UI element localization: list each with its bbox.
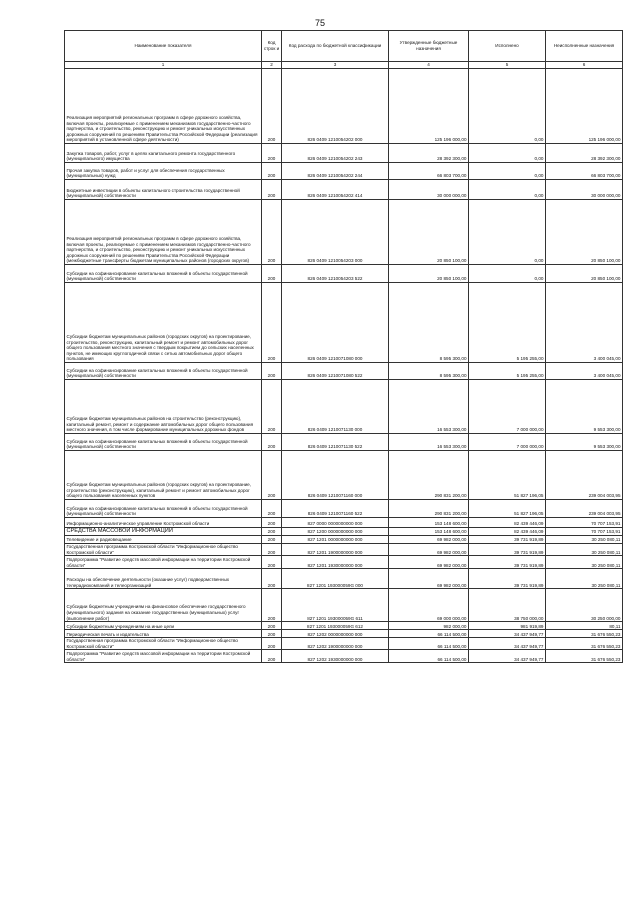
row-budget-code: 827 1202 0000000000 000 <box>282 630 389 638</box>
row-name: Периодическая печать и издательства <box>65 630 262 638</box>
table-row <box>65 556 623 569</box>
table-row <box>65 589 623 622</box>
table-row <box>65 363 623 380</box>
row-budget-code: 827 1201 193000059G 611 <box>282 589 389 622</box>
row-budget-code: 827 1201 1900000000 000 <box>282 544 389 556</box>
row-executed: 82 439 446,09 <box>469 518 546 528</box>
row-line-code: 200 <box>262 265 282 283</box>
row-unexecuted: 80,11 <box>546 622 623 630</box>
row-name: Бюджетные инвестиции в объекты капитального строительства государственной (муниципальной) собственности <box>65 180 262 200</box>
table-row <box>65 380 623 434</box>
row-executed: 5 195 255,00 <box>469 283 546 363</box>
row-line-code: 200 <box>262 180 282 200</box>
row-unexecuted: 70 707 153,91 <box>546 528 623 536</box>
row-approved: 290 831 200,00 <box>389 500 469 518</box>
row-name: Прочая закупка товаров, работ и услуг для обеспечения государственных (муниципальных) нужд <box>65 163 262 180</box>
row-line-code: 200 <box>262 638 282 650</box>
row-name: Субсидии бюджетным учреждениям на финансовое обеспечение государственного (муниципального) задания на оказание государственных (муниципальных) услуг (выполнение работ) <box>65 589 262 622</box>
row-executed: 0,00 <box>469 200 546 265</box>
row-approved: 69 982 000,00 <box>389 569 469 589</box>
row-approved: 8 595 300,00 <box>389 283 469 363</box>
row-budget-code: 826 0409 1210054202 243 <box>282 144 389 163</box>
row-line-code: 200 <box>262 69 282 144</box>
header-executed: Исполнено <box>469 31 546 62</box>
row-line-code: 200 <box>262 144 282 163</box>
row-name: Подпрограмма "Развитие средств массовой информации на территории Костромской области" <box>65 556 262 569</box>
row-name: Субсидии бюджетам муниципальных районов (городских округов) на проектирование, строительство, реконструкцию, капитальный ремонт и ремонт автомобильных дорог общего пользования местного значения с твердым покрытием до сельских населенных пунктов, не имеющих круглогодичной связи с сетью автомобильных дорог общего пользования <box>65 283 262 363</box>
row-executed: 0,00 <box>469 69 546 144</box>
row-executed: 981 919,89 <box>469 622 546 630</box>
row-line-code: 200 <box>262 200 282 265</box>
row-executed: 51 827 196,05 <box>469 500 546 518</box>
row-approved: 30 000 000,00 <box>389 180 469 200</box>
row-line-code: 200 <box>262 528 282 536</box>
row-line-code: 200 <box>262 544 282 556</box>
row-unexecuted: 9 553 300,00 <box>546 380 623 434</box>
row-unexecuted: 239 004 003,95 <box>546 451 623 500</box>
row-executed: 51 827 196,05 <box>469 451 546 500</box>
column-number: 1 <box>65 62 262 69</box>
row-line-code: 200 <box>262 589 282 622</box>
row-unexecuted: 30 250 080,11 <box>546 544 623 556</box>
row-approved: 69 982 000,00 <box>389 556 469 569</box>
row-approved: 66 803 700,00 <box>389 163 469 180</box>
row-line-code: 200 <box>262 650 282 663</box>
row-executed: 0,00 <box>469 144 546 163</box>
table-row <box>65 650 623 663</box>
row-budget-code: 826 0409 1210054203 000 <box>282 200 389 265</box>
table-row <box>65 163 623 180</box>
row-budget-code: 826 0409 1210071130 000 <box>282 380 389 434</box>
row-unexecuted: 9 553 300,00 <box>546 434 623 451</box>
table-header-row <box>65 31 623 62</box>
column-number-row <box>65 62 623 69</box>
page-number: 75 <box>314 18 325 28</box>
row-approved: 69 982 000,00 <box>389 544 469 556</box>
row-approved: 8 595 300,00 <box>389 363 469 380</box>
row-unexecuted: 66 803 700,00 <box>546 163 623 180</box>
header-approved: Утвержденные бюджетные назначения <box>389 31 469 62</box>
row-approved: 153 148 600,00 <box>389 528 469 536</box>
row-executed: 82 439 446,09 <box>469 528 546 536</box>
row-budget-code: 827 1202 1930000000 000 <box>282 650 389 663</box>
row-name: Субсидии бюджетам муниципальных районов (городских округов) на проектирование, строительство (реконструкцию), капитальный ремонт и ремонт автомобильных дорог общего пользования населенных пунктов <box>65 451 262 500</box>
row-line-code: 200 <box>262 500 282 518</box>
row-line-code: 200 <box>262 556 282 569</box>
row-line-code: 200 <box>262 283 282 363</box>
table-row <box>65 638 623 650</box>
row-line-code: 200 <box>262 363 282 380</box>
row-unexecuted: 125 196 000,00 <box>546 69 623 144</box>
row-approved: 20 850 100,00 <box>389 200 469 265</box>
column-number: 3 <box>282 62 389 69</box>
row-budget-code: 826 0409 1210054202 000 <box>282 69 389 144</box>
row-line-code: 200 <box>262 536 282 544</box>
row-name: Субсидии на софинансирование капитальных вложений в объекты государственной (муниципальной) собственности <box>65 265 262 283</box>
header-name: Наименование показателя <box>65 31 262 62</box>
row-approved: 66 114 500,00 <box>389 638 469 650</box>
row-name: Информационно-аналитическое управление Костромской области <box>65 518 262 528</box>
row-budget-code: 826 0409 1210054203 522 <box>282 265 389 283</box>
table-row <box>65 69 623 144</box>
row-executed: 5 195 255,00 <box>469 363 546 380</box>
row-approved: 153 148 600,00 <box>389 518 469 528</box>
row-executed: 0,00 <box>469 163 546 180</box>
row-budget-code: 827 0000 0000000000 000 <box>282 518 389 528</box>
row-unexecuted: 30 250 080,11 <box>546 536 623 544</box>
row-executed: 39 731 919,89 <box>469 556 546 569</box>
row-approved: 290 831 200,00 <box>389 451 469 500</box>
table-row <box>65 200 623 265</box>
row-line-code: 200 <box>262 434 282 451</box>
row-budget-code: 827 1202 1900000000 000 <box>282 638 389 650</box>
table-row <box>65 630 623 638</box>
row-unexecuted: 3 400 045,00 <box>546 363 623 380</box>
table-row <box>65 265 623 283</box>
row-executed: 0,00 <box>469 180 546 200</box>
row-budget-code: 827 1201 0000000000 000 <box>282 536 389 544</box>
row-unexecuted: 20 850 100,00 <box>546 200 623 265</box>
row-unexecuted: 30 000 000,00 <box>546 180 623 200</box>
row-name: Реализация мероприятий региональных программ в сфере дорожного хозяйства, включая проекты, реализуемые с применением механизмов государственно-частного партнерства, и строительство, реконструкцию и ремонт уникальных искусственных дорожных сооружений по решениям Правительства Российской Федерации (межбюджетные трансферты бюджетам муниципальных районов (городских округов) <box>65 200 262 265</box>
column-number: 2 <box>262 62 282 69</box>
row-unexecuted: 28 392 300,00 <box>546 144 623 163</box>
row-executed: 34 437 949,77 <box>469 638 546 650</box>
row-budget-code: 826 0409 1210071160 000 <box>282 451 389 500</box>
row-budget-code: 827 1201 193000059G 612 <box>282 622 389 630</box>
row-line-code: 200 <box>262 622 282 630</box>
row-line-code: 200 <box>262 163 282 180</box>
row-budget-code: 827 1201 1930000000 000 <box>282 556 389 569</box>
row-approved: 28 392 300,00 <box>389 144 469 163</box>
row-budget-code: 826 0409 1210071160 522 <box>282 500 389 518</box>
table-row <box>65 180 623 200</box>
row-budget-code: 826 0409 1210071130 522 <box>282 434 389 451</box>
header-budget-code: Код расхода по бюджетной классификации <box>282 31 389 62</box>
table-row <box>65 451 623 500</box>
row-executed: 38 750 000,00 <box>469 589 546 622</box>
row-approved: 69 982 000,00 <box>389 536 469 544</box>
row-name: Субсидии на софинансирование капитальных вложений в объекты государственной (муниципальной) собственности <box>65 363 262 380</box>
table-row <box>65 500 623 518</box>
row-name: Закупка товаров, работ, услуг в целях капитального ремонта государственного (муниципального) имущества <box>65 144 262 163</box>
table-row <box>65 536 623 544</box>
row-line-code: 200 <box>262 380 282 434</box>
table-row <box>65 528 623 536</box>
row-approved: 16 553 300,00 <box>389 380 469 434</box>
row-unexecuted: 31 676 550,23 <box>546 650 623 663</box>
row-unexecuted: 3 400 045,00 <box>546 283 623 363</box>
row-unexecuted: 20 850 100,00 <box>546 265 623 283</box>
row-executed: 7 000 000,00 <box>469 434 546 451</box>
table-row <box>65 622 623 630</box>
row-executed: 34 437 949,77 <box>469 630 546 638</box>
row-name: СРЕДСТВА МАССОВОЙ ИНФОРМАЦИИ <box>65 528 262 536</box>
table-row <box>65 144 623 163</box>
row-line-code: 200 <box>262 451 282 500</box>
row-name: Субсидии на софинансирование капитальных вложений в объекты государственной (муниципальной) собственности <box>65 434 262 451</box>
header-unexecuted: Неисполненные назначения <box>546 31 623 62</box>
row-executed: 7 000 000,00 <box>469 380 546 434</box>
row-budget-code: 826 0409 1210054202 244 <box>282 163 389 180</box>
row-name: Государственная программа Костромской области "Информационное общество Костромской области" <box>65 638 262 650</box>
table-row <box>65 283 623 363</box>
row-unexecuted: 31 676 550,23 <box>546 638 623 650</box>
row-unexecuted: 70 707 153,91 <box>546 518 623 528</box>
row-name: Телевидение и радиовещание <box>65 536 262 544</box>
row-name: Субсидии бюджетам муниципальных районов на строительство (реконструкцию), капитальный ремонт, ремонт и содержание автомобильных дорог общего пользования местного значения, в том числе формирование муниципальных дорожных фондов <box>65 380 262 434</box>
row-line-code: 200 <box>262 630 282 638</box>
row-line-code: 200 <box>262 569 282 589</box>
row-name: Субсидии на софинансирование капитальных вложений в объекты государственной (муниципальной) собственности <box>65 500 262 518</box>
row-executed: 34 437 949,77 <box>469 650 546 663</box>
row-approved: 66 114 500,00 <box>389 630 469 638</box>
row-name: Реализация мероприятий региональных программ в сфере дорожного хозяйства, включая проекты, реализуемые с применением механизмов государственно-частного партнерства, и строительство, реконструкцию и ремонт уникальных искусственных дорожных сооружений по решениям Правительства Российской Федерации (реализация мероприятий в установленной сфере деятельности) <box>65 69 262 144</box>
row-approved: 125 196 000,00 <box>389 69 469 144</box>
column-number: 5 <box>469 62 546 69</box>
row-name: Расходы на обеспечение деятельности (оказание услуг) подведомственных телерадиокомпаний и телеорганизаций <box>65 569 262 589</box>
row-executed: 0,00 <box>469 265 546 283</box>
column-number: 6 <box>546 62 623 69</box>
row-budget-code: 827 1200 0000000000 000 <box>282 528 389 536</box>
row-name: Государственная программа Костромской области "Информационное общество Костромской области" <box>65 544 262 556</box>
table-row <box>65 544 623 556</box>
row-budget-code: 826 0409 1210071080 522 <box>282 363 389 380</box>
table-row <box>65 434 623 451</box>
row-name: Подпрограмма "Развитие средств массовой информации на территории Костромской области" <box>65 650 262 663</box>
row-approved: 16 553 300,00 <box>389 434 469 451</box>
column-number: 4 <box>389 62 469 69</box>
budget-execution-table <box>64 30 623 663</box>
row-budget-code: 826 0409 1210054202 414 <box>282 180 389 200</box>
table-row <box>65 569 623 589</box>
row-unexecuted: 30 250 080,11 <box>546 556 623 569</box>
header-line-code: Код строк и <box>262 31 282 62</box>
row-executed: 39 731 919,89 <box>469 544 546 556</box>
row-executed: 39 731 919,89 <box>469 536 546 544</box>
row-unexecuted: 30 250 080,11 <box>546 569 623 589</box>
row-line-code: 200 <box>262 518 282 528</box>
table-row <box>65 518 623 528</box>
row-name: Субсидии бюджетным учреждениям на иные цели <box>65 622 262 630</box>
row-unexecuted: 31 676 550,23 <box>546 630 623 638</box>
row-approved: 20 850 100,00 <box>389 265 469 283</box>
row-budget-code: 826 0409 1210071080 000 <box>282 283 389 363</box>
row-budget-code: 827 1201 193000059G 000 <box>282 569 389 589</box>
row-unexecuted: 239 004 003,95 <box>546 500 623 518</box>
row-executed: 39 731 919,89 <box>469 569 546 589</box>
row-unexecuted: 30 250 000,00 <box>546 589 623 622</box>
row-approved: 69 000 000,00 <box>389 589 469 622</box>
row-approved: 982 000,00 <box>389 622 469 630</box>
row-approved: 66 114 500,00 <box>389 650 469 663</box>
